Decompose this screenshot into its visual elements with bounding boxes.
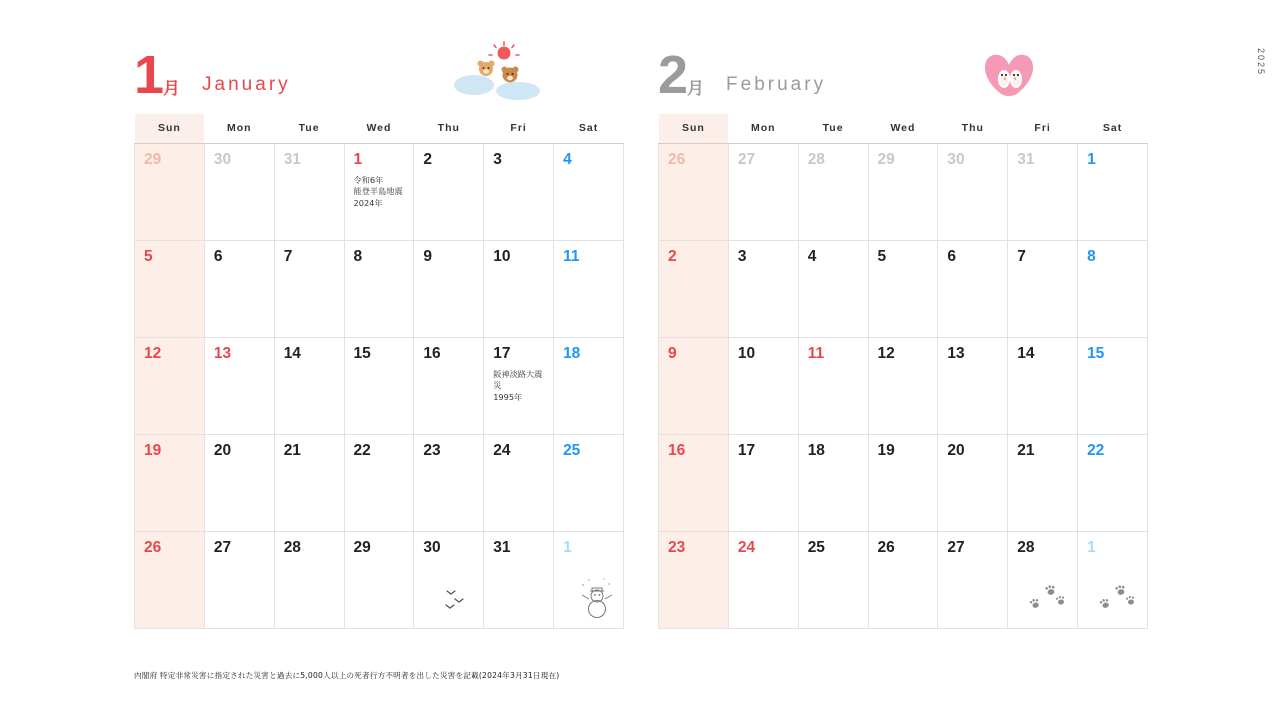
day-number: 26 <box>144 539 162 556</box>
day-number: 17 <box>737 442 756 459</box>
calendar-week-row <box>135 241 624 338</box>
calendar-day-cell[interactable] <box>204 241 274 338</box>
day-number: 15 <box>1087 345 1105 362</box>
calendar-table-february <box>658 114 1148 629</box>
calendar-day-cell[interactable] <box>938 532 1008 629</box>
calendar-week-row <box>659 241 1148 338</box>
weekday-header-wed: Wed <box>868 114 938 144</box>
month-name-january: January <box>202 74 291 95</box>
day-number: 26 <box>668 151 686 168</box>
footnote: 内閣府 特定非常災害に指定された災害と過去に5,000人以上の死者行方不明者を出した災害を記載(2024年3月31日現在) <box>134 671 560 680</box>
weekday-header-thu: Thu <box>414 114 484 144</box>
calendar-day-cell[interactable] <box>659 241 729 338</box>
day-number: 12 <box>144 345 162 362</box>
day-number: 19 <box>144 442 162 459</box>
calendar-day-cell[interactable] <box>798 338 868 435</box>
calendar-day-cell[interactable] <box>659 435 729 532</box>
calendar-day-cell[interactable] <box>344 241 414 338</box>
month-kanji-february: 月 <box>687 79 705 98</box>
calendar-day-cell[interactable] <box>659 532 729 629</box>
calendar-day-cell[interactable] <box>868 338 938 435</box>
calendar-day-cell[interactable] <box>938 435 1008 532</box>
day-note: 令和6年 能登半島地震 2024年 <box>353 174 403 209</box>
day-note: 阪神淡路大震災 1995年 <box>493 368 543 403</box>
weekday-header-fri: Fri <box>1008 114 1078 144</box>
month-block-february <box>658 34 1148 629</box>
day-number: 16 <box>668 442 686 459</box>
weekday-header-sun: Sun <box>135 114 205 144</box>
day-number: 2 <box>423 151 432 168</box>
day-number: 21 <box>283 442 301 459</box>
day-number: 27 <box>737 151 756 168</box>
calendar-day-cell[interactable] <box>344 435 414 532</box>
day-number: 20 <box>213 442 232 459</box>
day-number: 30 <box>947 151 965 168</box>
calendar-day-cell[interactable] <box>868 144 938 241</box>
calendar-day-cell[interactable] <box>414 435 484 532</box>
day-number: 15 <box>353 345 371 362</box>
day-number: 11 <box>807 345 825 362</box>
day-number: 29 <box>144 151 162 168</box>
calendar-day-cell[interactable] <box>135 532 205 629</box>
day-number: 28 <box>1017 539 1035 556</box>
day-number: 22 <box>353 442 371 459</box>
day-number: 16 <box>423 345 441 362</box>
calendar-day-cell[interactable] <box>1078 338 1148 435</box>
calendar-day-cell[interactable] <box>798 241 868 338</box>
calendar-week-row <box>659 435 1148 532</box>
weekday-header-wed: Wed <box>344 114 414 144</box>
day-number: 29 <box>353 539 371 556</box>
weekday-header-row <box>659 114 1148 144</box>
day-number: 2 <box>668 248 677 265</box>
calendar-week-row <box>659 144 1148 241</box>
calendar-day-cell[interactable] <box>728 532 798 629</box>
day-number: 13 <box>947 345 965 362</box>
day-number: 5 <box>144 248 153 265</box>
calendar-day-cell[interactable] <box>414 241 484 338</box>
day-number: 8 <box>1087 248 1096 265</box>
month-header-february <box>658 34 1148 105</box>
calendar-day-cell[interactable] <box>274 241 344 338</box>
day-number: 1 <box>563 539 572 556</box>
weekday-header-fri: Fri <box>484 114 554 144</box>
calendar-day-cell[interactable] <box>554 435 624 532</box>
day-number: 21 <box>1017 442 1035 459</box>
weekday-header-mon: Mon <box>728 114 798 144</box>
calendar-day-cell[interactable] <box>798 435 868 532</box>
day-number: 30 <box>213 151 232 168</box>
day-number: 12 <box>877 345 895 362</box>
day-number: 9 <box>423 248 432 265</box>
weekday-header-sat: Sat <box>1078 114 1148 144</box>
day-number: 29 <box>877 151 895 168</box>
month-number-january: 1 <box>134 45 163 105</box>
calendar-day-cell[interactable] <box>1078 532 1148 629</box>
calendar-day-cell[interactable] <box>204 144 274 241</box>
calendar-day-cell[interactable] <box>1008 532 1078 629</box>
day-number: 18 <box>563 345 581 362</box>
calendar-day-cell[interactable] <box>938 241 1008 338</box>
day-number: 6 <box>947 248 956 265</box>
calendar-day-cell[interactable] <box>938 338 1008 435</box>
calendar-day-cell[interactable] <box>659 338 729 435</box>
calendar-week-row <box>135 532 624 629</box>
calendar-day-cell[interactable] <box>484 532 554 629</box>
calendar-week-row <box>135 144 624 241</box>
day-number: 23 <box>423 442 441 459</box>
day-number: 14 <box>1017 345 1035 362</box>
calendar-day-cell[interactable] <box>484 241 554 338</box>
calendar-day-cell[interactable] <box>135 338 205 435</box>
paw-prints-icon <box>1025 579 1071 624</box>
calendar-day-cell[interactable] <box>135 241 205 338</box>
calendar-day-cell[interactable] <box>1008 241 1078 338</box>
day-number: 19 <box>877 442 895 459</box>
calendar-day-cell[interactable] <box>135 435 205 532</box>
day-number: 18 <box>807 442 825 459</box>
day-number: 5 <box>877 248 887 265</box>
day-number: 8 <box>353 248 363 265</box>
heart-penguins-icon <box>976 41 1046 106</box>
day-number: 9 <box>668 345 677 362</box>
birds-icon <box>443 585 477 624</box>
month-name-february: February <box>726 74 827 95</box>
day-number: 28 <box>283 539 301 556</box>
calendar-day-cell[interactable] <box>484 435 554 532</box>
day-number: 22 <box>1087 442 1105 459</box>
calendar-day-cell[interactable] <box>868 532 938 629</box>
month-header-january <box>134 34 624 105</box>
day-number: 6 <box>213 248 223 265</box>
day-number: 3 <box>493 151 502 168</box>
year-label: 2025 <box>1256 48 1266 77</box>
calendar-day-cell[interactable] <box>414 532 484 629</box>
day-number: 24 <box>493 442 511 459</box>
calendar-day-cell[interactable] <box>484 338 554 435</box>
weekday-header-row <box>135 114 624 144</box>
calendar-day-cell[interactable] <box>1008 338 1078 435</box>
calendar-day-cell[interactable] <box>1078 435 1148 532</box>
calendar-day-cell[interactable] <box>414 338 484 435</box>
day-number: 11 <box>563 248 580 265</box>
day-number: 20 <box>947 442 965 459</box>
calendar-day-cell[interactable] <box>344 532 414 629</box>
calendar-day-cell[interactable] <box>798 144 868 241</box>
calendar-day-cell[interactable] <box>135 144 205 241</box>
calendar-day-cell[interactable] <box>554 338 624 435</box>
calendar-day-cell[interactable] <box>554 241 624 338</box>
paw-prints-icon <box>1095 579 1141 624</box>
day-number: 7 <box>283 248 293 265</box>
day-number: 25 <box>807 539 825 556</box>
calendar-body-january <box>135 144 624 629</box>
month-kanji-january: 月 <box>163 79 181 98</box>
weekday-header-tue: Tue <box>798 114 868 144</box>
calendar-day-cell[interactable] <box>1008 144 1078 241</box>
calendar-day-cell[interactable] <box>344 338 414 435</box>
day-number: 28 <box>807 151 825 168</box>
calendar-day-cell[interactable] <box>868 435 938 532</box>
weekday-header-tue: Tue <box>274 114 344 144</box>
calendar-week-row <box>659 338 1148 435</box>
month-block-january <box>134 34 624 629</box>
day-number: 31 <box>283 151 301 168</box>
day-number: 25 <box>563 442 581 459</box>
calendar-week-row <box>135 338 624 435</box>
day-number: 14 <box>283 345 301 362</box>
calendar-day-cell[interactable] <box>728 144 798 241</box>
calendar-day-cell[interactable] <box>484 144 554 241</box>
calendar-day-cell[interactable] <box>1008 435 1078 532</box>
calendar-day-cell[interactable] <box>798 532 868 629</box>
calendar-day-cell[interactable] <box>274 144 344 241</box>
calendar-day-cell[interactable] <box>938 144 1008 241</box>
calendar-day-cell[interactable] <box>274 435 344 532</box>
day-number: 31 <box>1017 151 1035 168</box>
day-number: 24 <box>737 539 756 556</box>
calendar-day-cell[interactable] <box>344 144 414 241</box>
weekday-header-sat: Sat <box>554 114 624 144</box>
calendar-day-cell[interactable] <box>728 241 798 338</box>
day-number: 27 <box>947 539 965 556</box>
day-number: 27 <box>213 539 232 556</box>
weekday-header-mon: Mon <box>204 114 274 144</box>
calendar-week-row <box>659 532 1148 629</box>
calendar-day-cell[interactable] <box>868 241 938 338</box>
calendar-day-cell[interactable] <box>274 338 344 435</box>
calendar-day-cell[interactable] <box>728 435 798 532</box>
calendar-day-cell[interactable] <box>1078 144 1148 241</box>
calendar-day-cell[interactable] <box>414 144 484 241</box>
weekday-header-sun: Sun <box>659 114 729 144</box>
day-number: 1 <box>1087 151 1096 168</box>
calendar-body-february <box>659 144 1148 629</box>
day-number: 13 <box>213 345 232 362</box>
day-number: 10 <box>737 345 756 362</box>
calendar-day-cell[interactable] <box>204 338 274 435</box>
calendar-day-cell[interactable] <box>204 435 274 532</box>
day-number: 23 <box>668 539 686 556</box>
day-number: 1 <box>1087 539 1096 556</box>
day-number: 17 <box>493 345 511 362</box>
day-number: 26 <box>877 539 895 556</box>
calendar-week-row <box>135 435 624 532</box>
calendar-day-cell[interactable] <box>554 532 624 629</box>
day-number: 3 <box>737 248 747 265</box>
day-number: 31 <box>493 539 511 556</box>
day-number: 30 <box>423 539 441 556</box>
sun-clouds-bears-icon <box>452 41 548 106</box>
day-number: 7 <box>1017 248 1026 265</box>
calendar-table-january <box>134 114 624 629</box>
month-number-february: 2 <box>658 45 687 105</box>
day-number: 1 <box>353 151 363 168</box>
calendar-day-cell[interactable] <box>274 532 344 629</box>
calendar-day-cell[interactable] <box>1078 241 1148 338</box>
day-number: 4 <box>807 248 817 265</box>
day-number: 4 <box>563 151 572 168</box>
calendar-day-cell[interactable] <box>204 532 274 629</box>
day-number: 10 <box>493 248 511 265</box>
calendar-day-cell[interactable] <box>554 144 624 241</box>
weekday-header-thu: Thu <box>938 114 1008 144</box>
snowman-icon <box>577 575 617 624</box>
calendar-day-cell[interactable] <box>728 338 798 435</box>
calendar-day-cell[interactable] <box>659 144 729 241</box>
